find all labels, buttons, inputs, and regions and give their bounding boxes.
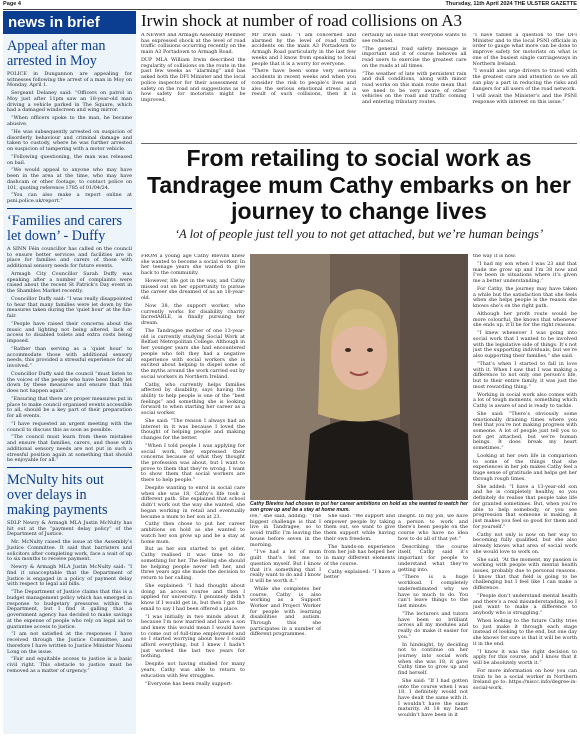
article-paragraph: Councillor Duffy said: “I was really disappointed to hear that many families were let down by the measures taken during the ‘quiet hour’ at the fun-fair. <box>7 295 132 319</box>
article-paragraph: insight. In my job, we have a person to work and there’s been people on the course who have no idea how to do all of that yet.” <box>398 514 468 542</box>
photo-caption: Cathy Blevins had chosen to put her career ambitions on hold as she wanted to watch her son grow up and be a stay at home mum. <box>250 501 468 513</box>
article-paragraph: “Ensuring that there are proper measures put in place to make council organised events accessible to all, should be a key part of their preparation for all events. <box>7 395 132 419</box>
article-paragraph: For Cathy, the journey may have taken a while but the satisfaction that she feels when she helps people is the reason she knows she’s on the right path. <box>473 285 577 309</box>
article-paragraph: Sergeant Delaney said: “Officers on patrol in Moy just after 11pm saw an 18-year-old man driving a vehicle parked in The Square, which had a damaged windscreen and wing mirror. <box>7 90 132 114</box>
article-paragraph: Newry & Armagh MLA Justin McNulty said: “I find it unacceptable that the Department of Justice is engaged in a policy of payment delay with respect to legal aid bills. <box>7 564 132 588</box>
article-paragraph: “I would also urge drivers to travel with the greatest care and attention so we all can play a part in reducing the risks and dangers for all users of the road network. <box>472 68 577 92</box>
feature-standfirst: ‘A lot of people just tell you to not get attached, but we’re human beings’ <box>174 227 544 241</box>
article-paragraph: She said, “At the moment, my passion is working with people with mental health issues, probably due to personal reasons. I know that that field is going to be challenging but I feel like I can make a difference. <box>473 556 577 592</box>
article-paragraph: Cathy, who currently helps families affected by disability, says having the ability to help people is one of the “best feelings” and something she is looking forward to when starting her career as a social worker. <box>141 381 245 417</box>
article-paragraph: Despite wanting to enrol in social care when she was 18, Cathy’s life took a different path. She explained that school didn’t work out the way she wanted, she began working in retail and eventually became a mum to her son at 23. <box>141 485 245 520</box>
article-paragraph: “We would appeal to anyone who may have been in the area at the time, who may have dashcam or other footage, to contact police on 101, quoting reference 1785 of 01/04/24. <box>7 167 132 191</box>
article-paragraph: But as her son started to get older, Cathy realised it was time to do something for her. The feeling she should be helping people never left her, and three years ago she made the decision to return to her calling. <box>141 546 245 581</box>
article-paragraph: The hands-on experience from her job has helped her in many different elements of the course. <box>324 543 395 567</box>
article-paragraph: “I have tabled a question to the DFI Minister and to the local PSNI officials in order to gauge what more can be done to improve safety for motorists on what is one of the busiest single carriageways in Northern Ireland. <box>472 33 577 67</box>
article-paragraph: Although her profit route would be more colourful, the knows that whenever she ends up, it’ll be for the right reasons. <box>473 310 577 329</box>
article-paragraph: A NEWRY and Armagh Assembly Member has expressed shock at the level of road traffic collisions occurring recently on the main A3 Portadown to Armagh Road. <box>141 33 246 56</box>
article-paragraph: “I’ve had a lot of mum guilt that’s led me to question myself. But I know that it’s something that I really want to do and I know it will be worth it.” <box>250 549 321 584</box>
article-paragraph: “The weather of late with persistent rain and dull conditions, along with minor road works on this main route mean that we need to be very aware of other vehicles on the road and traffic coming and entering tributary routes. <box>362 70 467 106</box>
page-header <box>3 0 577 10</box>
article-paragraph: DUP MLA William Irwin described the regularity of collisions on the route in the past few weeks as “alarming” and has asked both the DFI Minister and the local police inspector for their assessment of safety on the road and suggestions as to how safety for motorists might be improved. <box>141 57 246 103</box>
article-paragraph: “People have raised their concerns about the music and lighting not being altered, lack of access to disabled toilets and extra costs being imposed. <box>7 320 132 344</box>
feature-column-4 <box>473 254 577 734</box>
article-paragraph: POLICE in Dungannon are appealing for witnesses following the arrest of a man in Moy on Monday, April 1. <box>7 71 132 89</box>
article-paragraph: “I am not satisfied at the responses I have received through the Justice Committee, and therefore I have written to Justice Minister Naomi Long on the issue. <box>7 631 132 655</box>
article-paragraph: The Tandragee mother of one 13-year-old is currently studying Social Work at Belfast Metropolitan College. Although in her younger years she had encountered people who felt they had a negative experience with social workers she is excited about helping to dispel some of the myths around the work carried out by social workers in Northern Ireland. <box>141 328 245 380</box>
article-paragraph: Describing the course itself, Cathy said it’s important for people to understand what they’re getting into. <box>398 543 468 573</box>
article-paragraph: Cathy then chose to put her career ambitions on hold as she wanted to watch her son grow up and be a stay at home mum. <box>141 521 245 545</box>
brief-body <box>7 247 132 464</box>
page-number: Page 4 <box>3 1 22 7</box>
article-paragraph: “You can also make a report online at psni.police.uk/report.” <box>7 192 132 205</box>
article-paragraph: For more information on how you can train to be a social worker in Northern Ireland go to: https://niscc.info/degree-in-social-work. <box>473 667 577 692</box>
article-paragraph: FROM a young age Cathy Blevins knew she wanted to become a social worker. In her teenage years she wanted to give back to the community. <box>141 254 245 277</box>
article-paragraph: She added: “I have a 13-year-old son and he is completely healthy, so you definitely do realise that people take life for granted sometimes. But, when you’re able to help somebody, or you see progression that someone is making, it just makes you feel so good for them and for yourself.” <box>473 483 577 530</box>
article-paragraph: She said: “There’s obviously some emotionally draining times where you feel that you’re not making progress with someone. A lot of people just tell you to not get attached, but we’re human beings. It does break my heart sometimes.” <box>473 410 577 452</box>
article-paragraph: “I know it was the right decision to apply for this course, and I know that it will be absolutely worth it.” <box>473 648 577 667</box>
feature-column-1 <box>141 254 245 734</box>
feature-headline: From retailing to social work as Tandragee mum Cathy embarks on her journey to change lives <box>147 145 571 224</box>
news-in-brief-sidebar <box>3 11 136 734</box>
article-paragraph: ive,” she said, adding: “The biggest challenge is that I live in Tandragee, so to avoid traffic I’m leaving the house before seven in the morning. <box>250 514 321 548</box>
article-paragraph: I will await the Minister’s and the PSNI response with interest on this issue.” <box>472 93 577 106</box>
article-paragraph: “I knew whenever I was going into social work that I wanted to be involved with the legislative side of things. It’s not just the supporting individuals, but we’re also supporting their families,” she said. <box>473 330 577 359</box>
article-paragraph: She said: “We support and empower people by taking them out, we want to give them support while having their own freedom. <box>324 514 395 542</box>
story-divider <box>7 467 132 468</box>
article-paragraph: “Everyone has been really support- <box>145 680 233 687</box>
article-paragraph: A SINN Féin councillor has called on the council to ensure better services and facilities are in place for families and carers of those with additional sensory needs for future events. <box>7 245 132 269</box>
article-paragraph: “The council must learn from these mistakes and ensure that families, carers, and those with additional sensory needs are not put in such a stressful position again at something that should be enjoyable for all.” <box>7 434 132 464</box>
article-paragraph: the way it is now. <box>473 254 516 259</box>
brief-headline: Appeal after man arrested in Moy <box>7 38 106 69</box>
irwin-article-body <box>141 33 577 141</box>
feature-column-3 <box>324 514 395 734</box>
feature-column-3b <box>398 514 468 734</box>
story-divider <box>7 208 132 209</box>
article-paragraph: “The general road safety message is important and it of course behoves all road users to exercise the greatest care on the roads at all times. <box>362 45 467 69</box>
news-in-brief-label: news in brief <box>3 11 136 34</box>
article-paragraph: “Fair and equitable access to justice is a basic civil right. This obstacle to justice must be removed as a matter of urgency.” <box>7 656 132 674</box>
brief-body <box>7 72 132 205</box>
article-paragraph: When looking to the future Cathy tries to just make it through each stage instead of looking to the end, but one day she knows for sure is that it will be worth it in the end. <box>473 617 577 647</box>
article-paragraph: Cathy explained: “I have a better <box>324 568 395 581</box>
article-paragraph: “When officers spoke to the man, he became abusive. <box>7 115 132 127</box>
feature-column-2 <box>250 514 321 734</box>
article-paragraph: She said: “If I had gotten onto the course when I was 18, I definitely would not have dealt the same with it. I wouldn’t have the same maturity. At 18 my heart wouldn’t have been in it <box>398 677 468 719</box>
cathy-portrait-image <box>250 254 468 500</box>
article-paragraph: However, life got in the way, and Cathy missed out on her opportunity to pursue the career she dreamed of as an 18-year-old. <box>141 278 245 302</box>
article-paragraph: “The lecturers and tutors have been so brilliant across all my modules and really do make it easier for you.” <box>398 610 468 640</box>
feature-photo <box>250 254 468 500</box>
irwin-headline: Irwin shock at number of road collisions on A3 <box>141 11 463 30</box>
article-paragraph: She explained: “I had thought about doing an access course and then I applied for university. I genuinely didn’t know if I would get in, but then I got the email to say I had been offered a place. <box>141 582 245 612</box>
article-paragraph: Working in social work also comes with a lot of tough moments, something which Cathy is aware of and is ready to tackle. <box>473 391 577 409</box>
article-paragraph: “I have requested an urgent meeting with the council to discuss this as soon as possible. <box>7 420 132 433</box>
article-paragraph: “That’s when I started to fall in love with it. When I saw that I was making a difference to not only one person’s life, but to their entire family, it was just the most rewarding thing.” <box>473 360 577 390</box>
article-paragraph: “Following questioning, the man was released on bail. <box>7 153 132 166</box>
article-paragraph: She said: “The reason I always had an interest in it was because I loved the thought of helping people and making changes for the better. <box>141 417 245 442</box>
article-paragraph: “I had my son when I was 23 and that made me grow up and I’m 38 now and I’ve been in situations where it’s given me a better understanding.” <box>473 260 577 284</box>
article-paragraph: Mr. McNulty raised the issue at the Assembly’s Justice Committee. It said that barristers and solicitors after completing work, face a wait of up to six months to receive payment. <box>7 539 132 563</box>
sidebar-stories <box>3 39 136 675</box>
article-paragraph: Councillor Duffy said the council “must listen to the voices of the people who have been badly let down by these measures and ensure that this does not happen again”. <box>7 370 132 394</box>
article-paragraph: Armagh City Councillor Sarah Duffy was speaking after a number of complaints were raised about the recent St Patrick’s Day event in the Shambles Market recently. <box>7 270 132 294</box>
article-paragraph: “When I told people I was applying for social work, they expressed their concerns because of what they thought the profession was about, but I want to prove to them that they’re wrong. I want to show them that social workers are there to help people.” <box>141 442 245 484</box>
article-paragraph: Despite not having studied for many years, Cathy was able to return to education with few struggles. <box>141 661 245 679</box>
article-paragraph: “I was initially in two minds about it because I’m now married and have a son and knew this would mean I would have to come out of full-time employment and so I started worrying about how I could afford everything, but I knew I hadn’t just worked the last two years for nothing. <box>141 613 245 660</box>
brief-headline: ‘Families and carers let down’ - Duffy <box>7 212 123 244</box>
section-divider <box>141 143 577 144</box>
article-paragraph: “There have been some very serious accidents in recent weeks and when you consider the risk to people’s lives and also the serious emotional stress as a result of such collisions, then it is certainly an issue that everyone wants to see reduced. <box>251 33 467 98</box>
article-paragraph: “People don’t understand mental health and there’s a real misunderstanding, so I just want to make a difference to anybody who is struggling.” <box>473 592 577 617</box>
article-paragraph: Now 38, the support worker, who currently works for disability charity IncredABLE, is finally pursuing her dream. <box>141 303 245 327</box>
brief-body <box>7 521 132 675</box>
article-paragraph: Mr Irwin said: “I am concerned and alarmed by the level of road traffic accidents on the main A3 Portadown to Armagh Road particularly in the last few weeks and I know from speaking to local people that it is a worry for everyone. <box>251 33 356 67</box>
article-paragraph: “Rather than serving as a ‘quiet hour’ to accommodate those with additional sensory needs, this provided a stressful experience for all involved.” <box>7 345 132 369</box>
article-paragraph: Cathy not only is now on her way to becoming fully qualified, but she also already knows what area of social work she would love to work on. <box>473 531 577 555</box>
article-paragraph: In hindsight, by deciding not to continue on her journey into social work when she was 18, it gave Cathy time to grow up and find herself. <box>398 641 468 677</box>
page-date-masthead: Thursday, 11th April 2024 THE ULSTER GAZETTE <box>445 1 577 7</box>
brief-headline: McNulty hits out over delays in making payments <box>7 472 108 518</box>
article-paragraph: “The Department of Justice claims that this is a budget management policy which has emerged in response to budgetary pressures within the Department, but I find it galling that a government agency has decided to make savings at the expense of people who rely on legal aid to guarantee access to justice. <box>7 589 132 630</box>
article-paragraph: “There is a huge workload. I completely underestimated why we have so much to do. You can’t leave things to the last minute. <box>398 574 468 609</box>
article-paragraph: “He was subsequently arrested on suspicion of disorderly behaviour and criminal damage and taken to custody, where he was further arrested on suspicion of tampering with a motor vehicle. <box>7 128 132 152</box>
article-paragraph: While she completes her course, Cathy is also working as a Support Worker and Project Worker for people with learning disabilities and autism. Through this she participates in a number of different programmes. <box>250 585 321 638</box>
article-paragraph: SDLP Newry & Armagh MLA Justin McNulty has hit out at the “payment delay policy” of the Department of Justice. <box>7 520 132 538</box>
article-paragraph: Looking at her own life in comparison to some of the things that she experiences in her job makes Cathy feel a huge sense of gratitude and helps get her through rough times. <box>473 453 577 482</box>
